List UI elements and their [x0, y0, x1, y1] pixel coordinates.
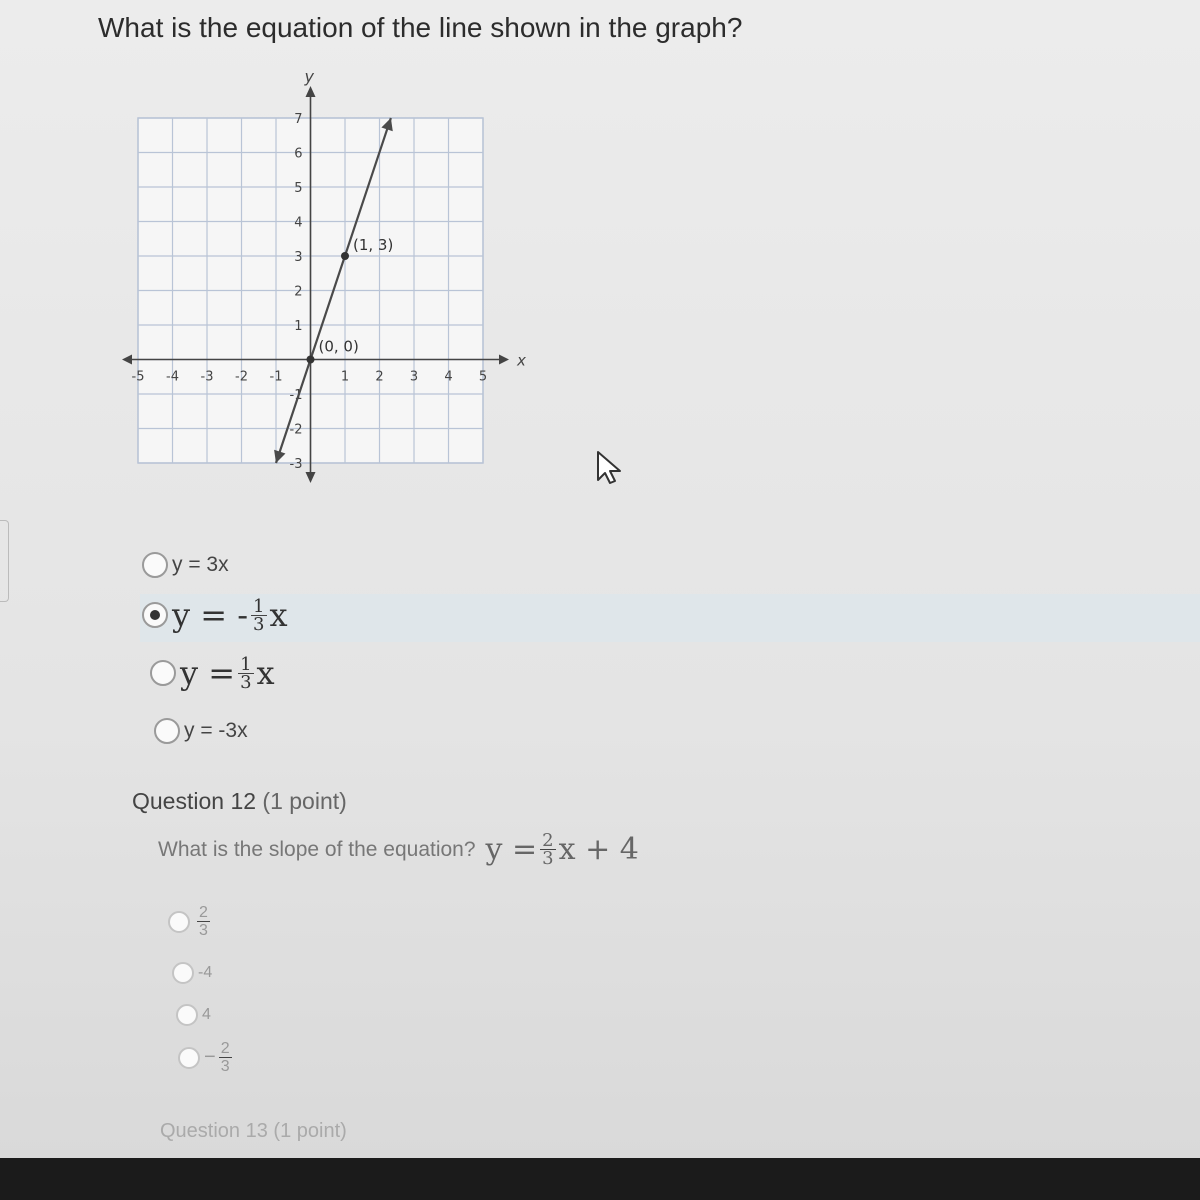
y-tick-label: -3 — [289, 457, 303, 472]
q12-option-d-radio[interactable] — [178, 1047, 200, 1069]
y-tick-label: -1 — [289, 388, 303, 403]
q11-option-b-label — [172, 596, 288, 634]
q12-option-a-denominator: 3 — [199, 922, 208, 939]
q12-option-a-radio[interactable] — [168, 911, 190, 933]
q12-option-c-radio[interactable] — [176, 1004, 198, 1026]
q11-option-b-numerator: 1 — [253, 595, 265, 617]
x-axis-arrow — [499, 355, 509, 365]
y-tick-label: 5 — [294, 181, 303, 196]
question-12-number: Question 12 — [132, 788, 257, 814]
q12-option-d-numerator: 2 — [220, 1040, 230, 1057]
q11-option-c-denominator: 3 — [240, 671, 252, 693]
question-13-title — [160, 1120, 347, 1143]
q11-option-a-label: y = 3x — [172, 553, 229, 576]
x-tick-label: -4 — [166, 369, 179, 385]
question-13-points: (1 point) — [273, 1120, 347, 1142]
graph-point-label: (0, 0) — [318, 337, 359, 356]
x-tick-label: 5 — [478, 369, 488, 385]
question-12-title — [132, 788, 347, 815]
line-graph — [120, 60, 540, 510]
q11-option-d[interactable] — [154, 718, 248, 744]
q12-option-a-numerator: 2 — [199, 904, 208, 921]
selected-option-highlight — [140, 594, 1200, 642]
q12-option-d[interactable] — [178, 1040, 235, 1075]
y-tick-label: 1 — [294, 319, 303, 334]
x-tick-label: 2 — [375, 369, 384, 385]
graph-point — [341, 252, 349, 260]
q11-option-b[interactable] — [142, 596, 288, 634]
q11-option-c-label — [180, 654, 275, 692]
q11-option-c-suffix: x — [256, 654, 275, 692]
x-tick-label: 4 — [444, 369, 453, 385]
q11-option-c-numerator: 1 — [240, 653, 252, 675]
q12-option-a-fraction — [197, 904, 210, 939]
q11-option-d-radio[interactable] — [154, 718, 180, 744]
q12-option-c[interactable] — [176, 1004, 211, 1026]
graph-point-label: (1, 3) — [353, 236, 394, 254]
q11-option-b-suffix: x — [269, 596, 288, 634]
question-11-text: What is the equation of the line shown in the graph? — [98, 12, 743, 43]
q11-option-c-fraction — [238, 653, 253, 693]
y-tick-label: -2 — [289, 422, 303, 438]
y-tick-label: 6 — [294, 146, 303, 162]
y-tick-label: 2 — [294, 284, 303, 300]
y-tick-label: 7 — [294, 112, 303, 127]
x-tick-label: -5 — [131, 369, 145, 385]
q12-equation-denominator: 3 — [542, 848, 554, 869]
question-12-prompt: What is the slope of the equation? — [158, 837, 476, 861]
y-axis-arrow — [306, 86, 316, 97]
q12-option-b[interactable] — [172, 962, 212, 984]
q12-option-a[interactable] — [168, 904, 213, 939]
x-tick-label: 1 — [340, 369, 350, 385]
graph-point — [307, 356, 315, 364]
q12-equation-prefix: y = — [485, 832, 538, 867]
question-12-points: (1 point) — [262, 788, 347, 814]
q12-equation-suffix: x + 4 — [558, 832, 639, 867]
q11-option-d-label: y = -3x — [184, 719, 248, 742]
mouse-cursor-icon — [596, 450, 626, 486]
q11-option-b-prefix: y = - — [172, 596, 249, 634]
q11-option-c-prefix: y = — [180, 654, 236, 692]
q11-option-a-radio[interactable] — [142, 552, 168, 578]
q12-option-c-label: 4 — [202, 1006, 211, 1023]
x-axis-arrow-left — [122, 355, 132, 365]
q12-option-d-denominator: 3 — [220, 1058, 230, 1075]
x-tick-label: -3 — [200, 369, 214, 385]
q12-equation-fraction — [540, 832, 555, 867]
question-12-equation — [486, 832, 639, 867]
page-edge-marker — [0, 520, 9, 602]
q12-option-d-prefix: − — [204, 1046, 216, 1068]
x-tick-label: -2 — [235, 369, 248, 385]
y-axis-label: y — [304, 67, 314, 86]
q11-option-c-radio[interactable] — [150, 660, 176, 686]
x-tick-label: -1 — [269, 369, 283, 385]
q12-option-b-radio[interactable] — [172, 962, 194, 984]
y-tick-label: 4 — [294, 215, 303, 231]
x-tick-label: 3 — [409, 369, 419, 385]
q12-equation-numerator: 2 — [542, 830, 554, 851]
q11-option-b-fraction — [251, 595, 266, 635]
y-tick-label: 3 — [294, 250, 303, 265]
q12-option-b-label: -4 — [198, 964, 213, 981]
screen-bezel — [0, 1158, 1200, 1200]
q12-option-d-fraction — [219, 1040, 232, 1075]
q11-option-a[interactable] — [142, 552, 229, 578]
question-13-number: Question 13 — [160, 1120, 268, 1142]
y-axis-arrow-down — [306, 472, 316, 483]
x-axis-label: x — [517, 351, 526, 370]
q11-option-b-radio[interactable] — [142, 602, 168, 628]
question-12-text — [158, 832, 639, 867]
q11-option-b-denominator: 3 — [253, 613, 265, 635]
q11-option-c[interactable] — [150, 654, 275, 692]
